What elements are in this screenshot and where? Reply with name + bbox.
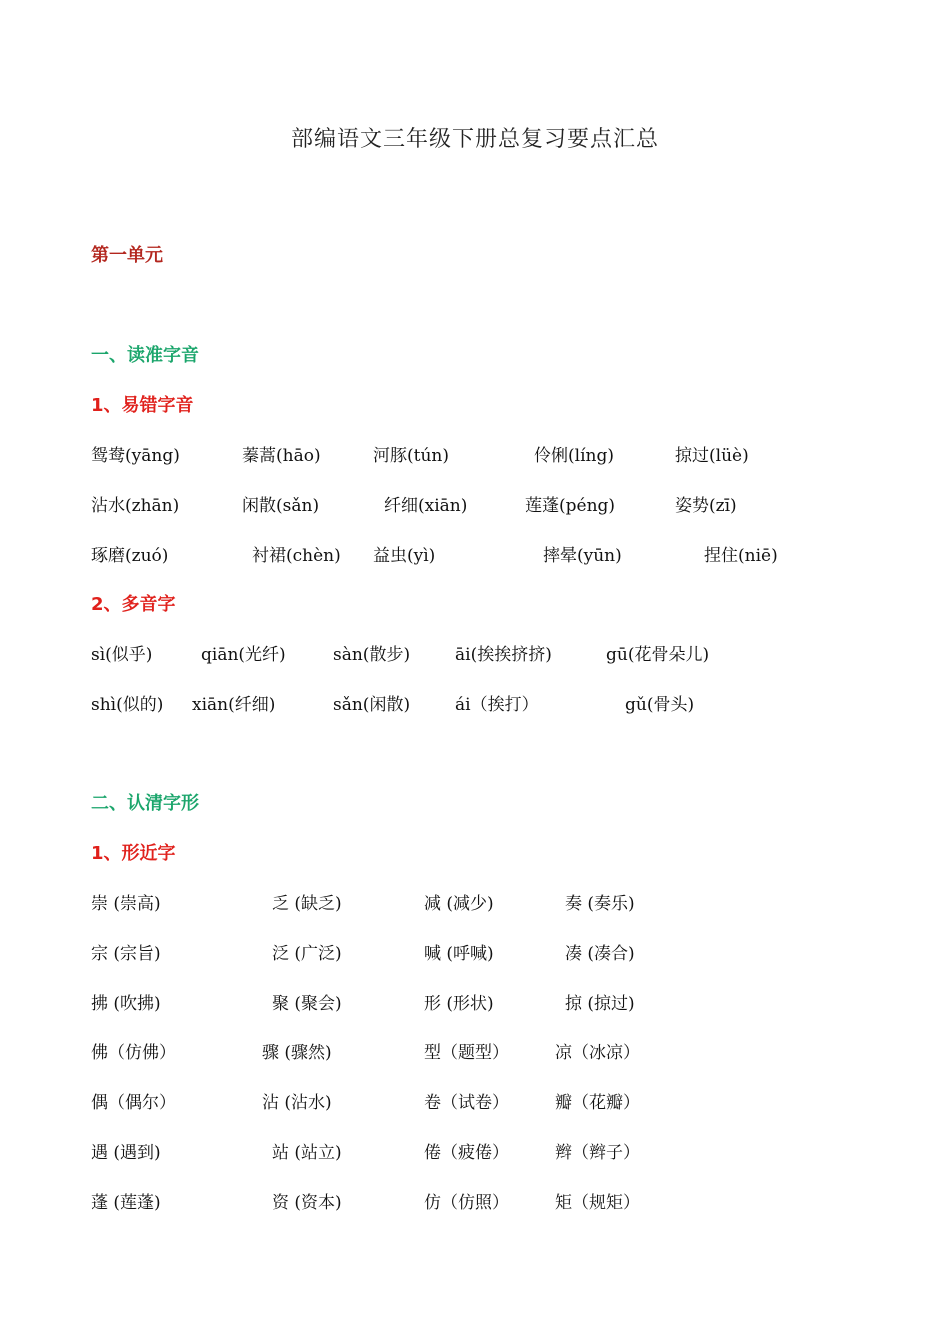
page-title: 部编语文三年级下册总复习要点汇总	[290, 127, 659, 152]
polyphonic-item: sàn(散步)	[333, 645, 411, 665]
word-pinyin-item: 摔晕(yūn)	[543, 546, 622, 566]
polyphonic-item: gǔ(骨头)	[625, 695, 695, 715]
glyph-item: 凉（冰凉）	[555, 1043, 640, 1063]
glyph-item: 辫（辫子）	[555, 1143, 640, 1163]
glyph-item: 骤 (骤然)	[262, 1043, 332, 1063]
subsection-heading-similar-glyphs: 1、形近字	[91, 843, 176, 864]
word-pinyin-item: 闲散(sǎn)	[242, 496, 320, 516]
subsection-heading-error-prone: 1、易错字音	[91, 395, 194, 416]
word-pinyin-item: 纤细(xiān)	[384, 496, 468, 516]
polyphonic-item: gū(花骨朵儿)	[606, 645, 710, 665]
word-pinyin-item: 沾水(zhān)	[91, 496, 180, 516]
word-pinyin-item: 伶俐(líng)	[534, 446, 614, 466]
glyph-item: 资 (资本)	[272, 1193, 342, 1213]
glyph-item: 形 (形状)	[424, 994, 494, 1014]
polyphonic-item: ái（挨打）	[455, 695, 539, 715]
section-heading-pronunciation: 一、读准字音	[91, 345, 199, 366]
glyph-item: 型（题型）	[424, 1043, 509, 1063]
glyph-item: 乏 (缺乏)	[272, 894, 342, 914]
word-pinyin-item: 姿势(zī)	[675, 496, 737, 516]
word-pinyin-item: 琢磨(zuó)	[91, 546, 169, 566]
glyph-item: 泛 (广泛)	[272, 944, 342, 964]
unit-heading: 第一单元	[91, 245, 163, 266]
glyph-item: 凑 (凑合)	[565, 944, 635, 964]
glyph-item: 瓣（花瓣）	[555, 1093, 640, 1113]
glyph-item: 仿（仿照）	[424, 1193, 509, 1213]
glyph-item: 站 (站立)	[272, 1143, 342, 1163]
glyph-item: 矩（规矩）	[555, 1193, 640, 1213]
polyphonic-item: sì(似乎)	[91, 645, 153, 665]
glyph-item: 崇 (崇高)	[91, 894, 161, 914]
glyph-item: 聚 (聚会)	[272, 994, 342, 1014]
word-pinyin-item: 衬裙(chèn)	[252, 546, 341, 566]
glyph-item: 偶（偶尔）	[91, 1093, 176, 1113]
word-pinyin-item: 益虫(yì)	[373, 546, 436, 566]
polyphonic-item: āi(挨挨挤挤)	[455, 645, 552, 665]
glyph-item: 宗 (宗旨)	[91, 944, 161, 964]
glyph-item: 佛（仿佛）	[91, 1043, 176, 1063]
word-pinyin-item: 莲蓬(péng)	[525, 496, 616, 516]
word-pinyin-item: 蓁蒿(hāo)	[242, 446, 321, 466]
section-heading-glyphs: 二、认清字形	[91, 793, 199, 814]
word-pinyin-item: 鸳鸯(yāng)	[91, 446, 180, 466]
glyph-item: 喊 (呼喊)	[424, 944, 494, 964]
polyphonic-item: xiān(纤细)	[192, 695, 276, 715]
glyph-item: 倦（疲倦）	[424, 1143, 509, 1163]
glyph-item: 沾 (沾水)	[262, 1093, 332, 1113]
word-pinyin-item: 捏住(niē)	[704, 546, 778, 566]
glyph-item: 掠 (掠过)	[565, 994, 635, 1014]
glyph-item: 减 (减少)	[424, 894, 494, 914]
glyph-item: 遇 (遇到)	[91, 1143, 161, 1163]
polyphonic-item: qiān(光纤)	[201, 645, 286, 665]
glyph-item: 蓬 (莲蓬)	[91, 1193, 161, 1213]
polyphonic-item: sǎn(闲散)	[333, 695, 411, 715]
glyph-item: 奏 (奏乐)	[565, 894, 635, 914]
glyph-item: 拂 (吹拂)	[91, 994, 161, 1014]
glyph-item: 卷（试卷）	[424, 1093, 509, 1113]
subsection-heading-polyphonic: 2、多音字	[91, 594, 176, 615]
word-pinyin-item: 河豚(tún)	[373, 446, 449, 466]
polyphonic-item: shì(似的)	[91, 695, 164, 715]
word-pinyin-item: 掠过(lüè)	[675, 446, 749, 466]
